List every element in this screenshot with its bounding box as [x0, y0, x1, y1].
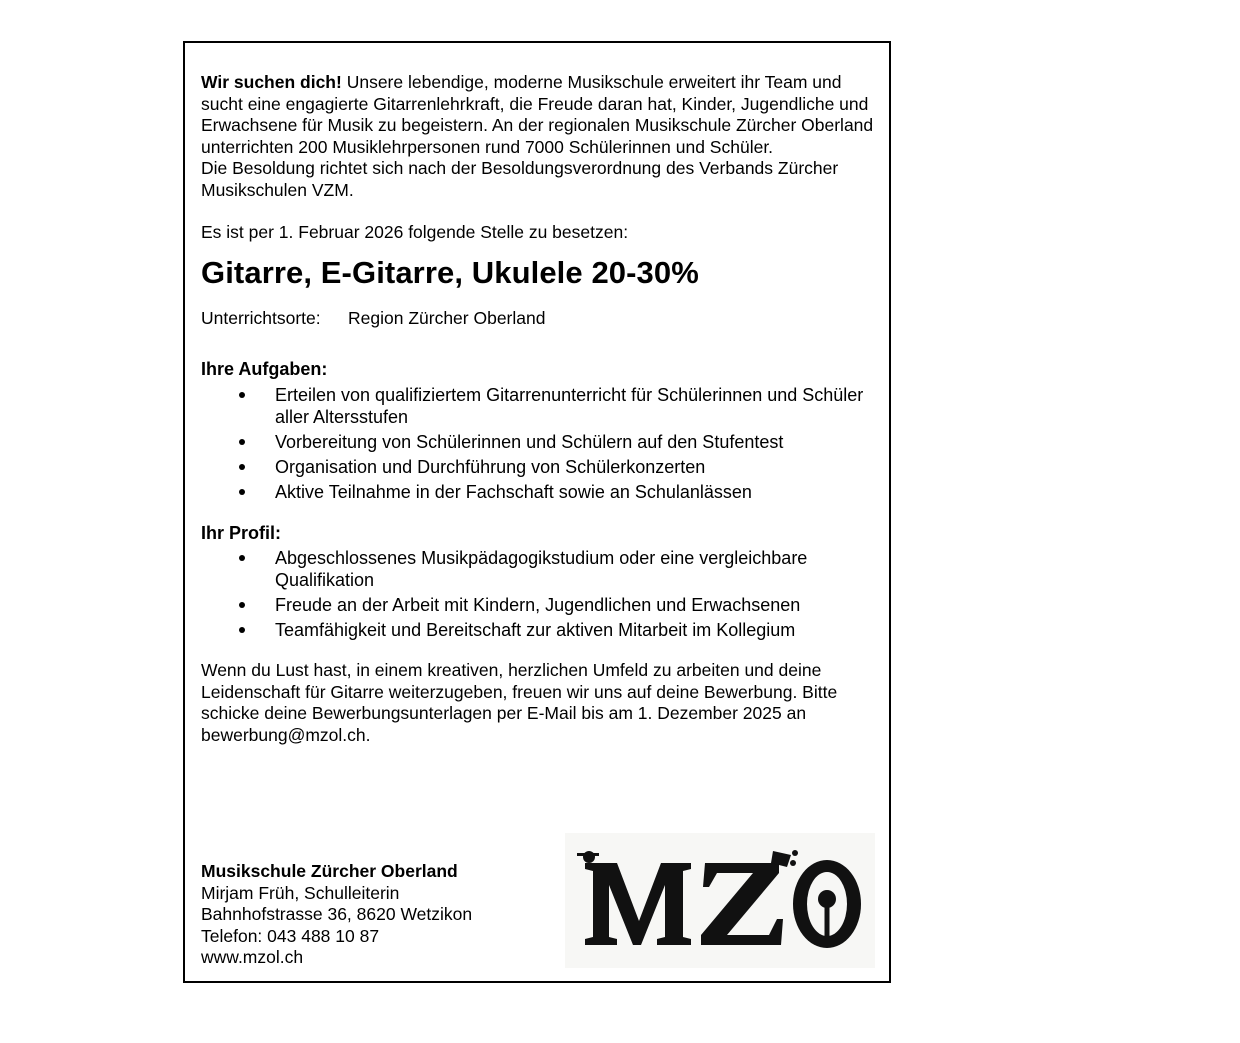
bullet-icon	[239, 489, 245, 495]
logo-letter-z	[701, 863, 783, 945]
list-item-text: Abgeschlossenes Musikpädagogikstudium oder eine vergleichbare Qualifikation	[275, 548, 808, 590]
list-item-text: Erteilen von qualifiziertem Gitarrenunterricht für Schülerinnen und Schüler aller Altersstufen	[275, 384, 864, 427]
contact-phone: Telefon: 043 488 10 87	[201, 925, 380, 946]
location-value: Region Zürcher Oberland	[348, 307, 546, 328]
profile-list	[201, 547, 877, 641]
location-row	[201, 308, 877, 330]
list-item-text: Vorbereitung von Schülerinnen und Schülern auf den Stufentest	[275, 431, 784, 452]
list-item	[201, 594, 877, 616]
intro-paragraph	[201, 72, 877, 158]
tasks-list	[201, 384, 877, 503]
location-label: Unterrichtsorte:	[201, 307, 321, 328]
position-line: Es ist per 1. Februar 2026 folgende Stelle zu besetzen:	[201, 222, 629, 242]
list-item-text: Teamfähigkeit und Bereitschaft zur aktiven Mitarbeit im Kollegium	[275, 620, 796, 640]
contact-person: Mirjam Früh, Schulleiterin	[201, 882, 400, 903]
list-item	[201, 619, 877, 641]
contact-website[interactable]: www.mzol.ch	[201, 947, 304, 967]
contact-block	[201, 861, 472, 969]
contact-address: Bahnhofstrasse 36, 8620 Wetzikon	[201, 904, 473, 924]
intro-section	[201, 72, 877, 201]
mzo-logo	[565, 833, 875, 968]
bullet-icon	[239, 439, 245, 445]
bullet-icon	[239, 555, 245, 561]
list-item-text: Organisation und Durchführung von Schülerkonzerten	[275, 456, 706, 477]
logo-scroll-icon	[583, 851, 595, 863]
bullet-icon	[239, 627, 245, 633]
list-item	[201, 384, 877, 428]
list-item	[201, 481, 877, 503]
list-item	[201, 547, 877, 591]
list-item	[201, 456, 877, 478]
bullet-icon	[239, 602, 245, 608]
mzo-logo-graphic	[565, 833, 875, 968]
closing-paragraph: Wenn du Lust hast, in einem kreativen, herzlichen Umfeld zu arbeiten und deine Leidenschaft für Gitarre weiterzugeben, freuen wir uns auf deine Bewerbung. Bitte schicke deine Bewerbungsunterlagen per E-Mail bis am 1. Dezember 2025 an bewerbung@mzol.ch.	[201, 660, 838, 745]
job-ad-frame	[183, 41, 891, 983]
tasks-heading: Ihre Aufgaben:	[201, 359, 328, 379]
ad-content	[201, 72, 877, 746]
intro-lead: Wir suchen dich!	[201, 72, 342, 92]
list-item	[201, 431, 877, 453]
intro-text: Unsere lebendige, moderne Musikschule erweitert ihr Team und sucht eine engagierte Gitarrenlehrkraft, die Freude daran hat, Kinder, Jugendliche und Erwachsene für Musik zu begeistern. An der regionalen Musikschule Zürcher Oberland unterrichten 200 Musiklehrpersonen rund 7000 Schülerinnen und Schüler.	[201, 72, 874, 157]
logo-pegs-icon	[577, 853, 599, 856]
bullet-icon	[239, 464, 245, 470]
profile-heading: Ihr Profil:	[201, 522, 281, 543]
list-item-text: Aktive Teilnahme in der Fachschaft sowie an Schulanlässen	[275, 481, 752, 502]
org-name: Musikschule Zürcher Oberland	[201, 861, 458, 881]
logo-letter-m	[585, 863, 691, 945]
job-title: Gitarre, E-Gitarre, Ukulele 20-30%	[201, 254, 699, 290]
list-item-text: Freude an der Arbeit mit Kindern, Jugendlichen und Erwachsenen	[275, 595, 801, 615]
bullet-icon	[239, 392, 245, 398]
salary-paragraph: Die Besoldung richtet sich nach der Besoldungsverordnung des Verbands Zürcher Musikschulen VZM.	[201, 158, 839, 200]
